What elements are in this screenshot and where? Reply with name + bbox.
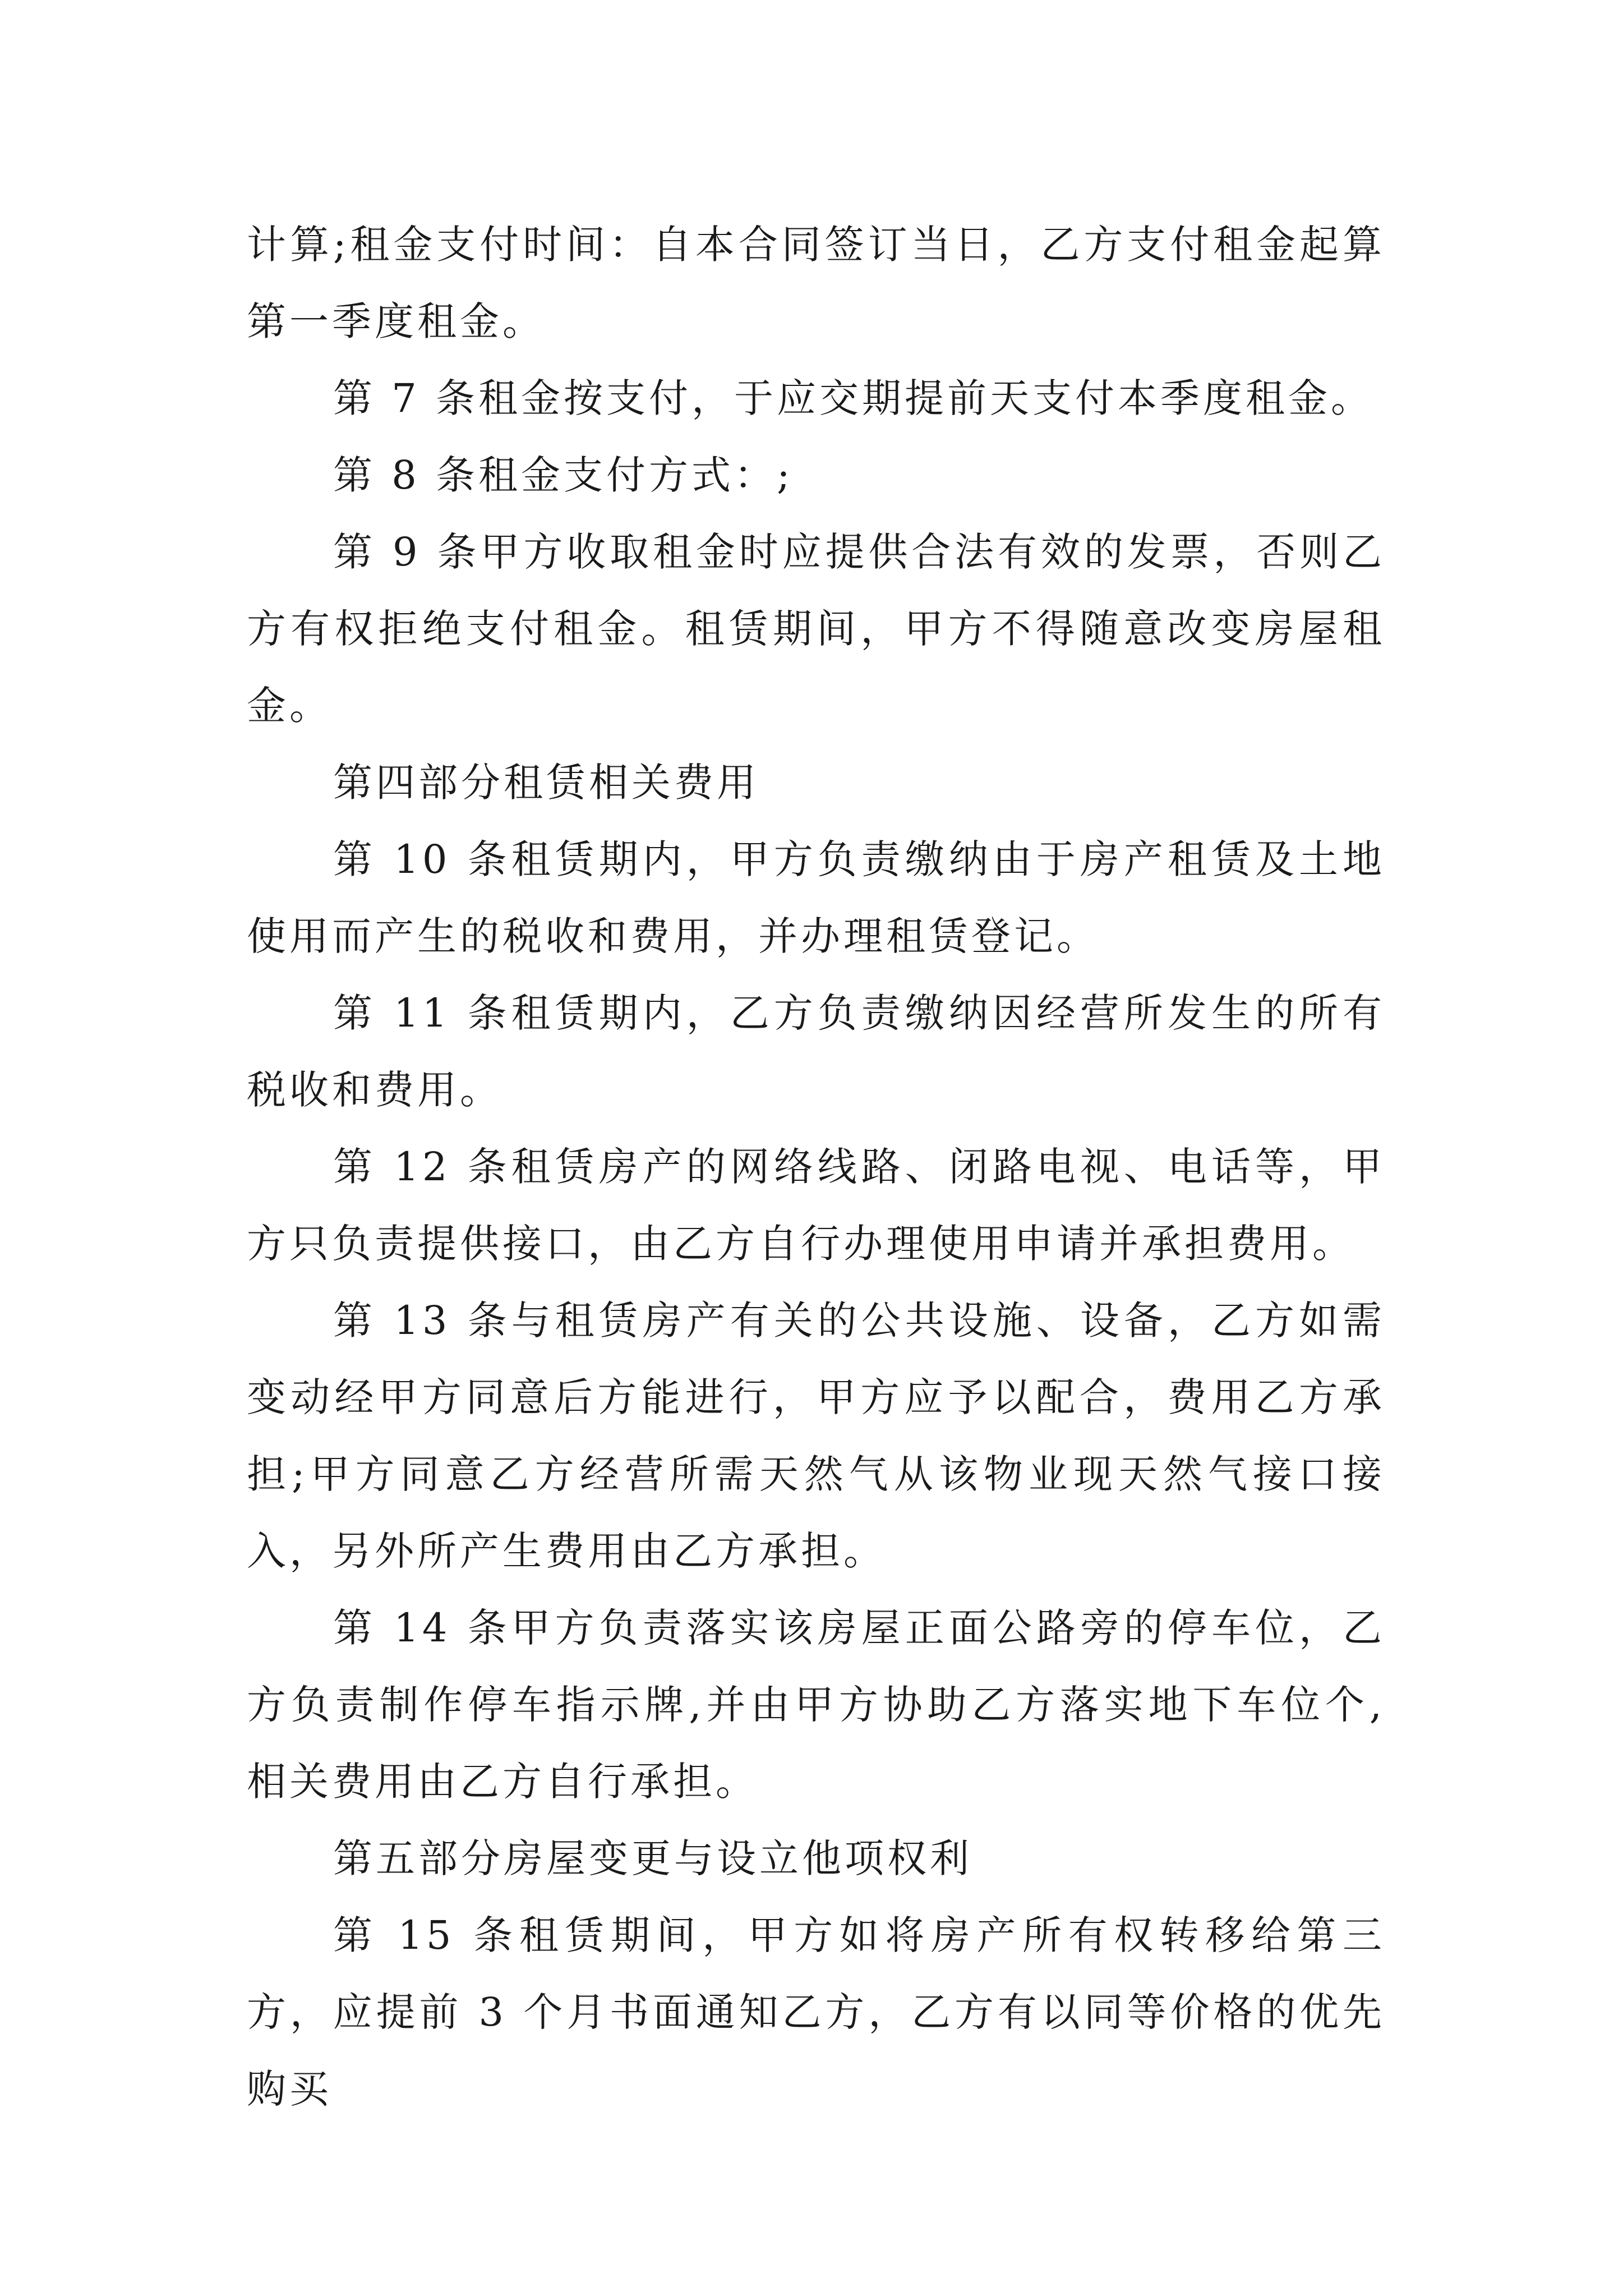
paragraph-article-7: 第 7 条租金按支付，于应交期提前天支付本季度租金。 — [333, 375, 1374, 421]
paragraph-article-13: 第 13 条与租赁房产有关的公共设施、设备，乙方如需变动经甲方同意后方能进行，甲方应予以配合，费用乙方承担;甲方同意乙方经营所需天然气从该物业现天然气接口接入，另外所产生费用由乙方承担。 — [247, 1297, 1385, 1574]
paragraph-article-8: 第 8 条租金支付方式：; — [333, 452, 794, 498]
paragraph-article-12: 第 12 条租赁房产的网络线路、闭路电视、电话等，甲方只负责提供接口，由乙方自行办理使用申请并承担费用。 — [247, 1144, 1385, 1267]
paragraph-article-10: 第 10 条租赁期内，甲方负责缴纳由于房产租赁及土地使用而产生的税收和费用，并办理租赁登记。 — [247, 836, 1385, 959]
paragraph-rent-payment-time: 计算;租金支付时间：自本合同签订当日，乙方支付租金起算第一季度租金。 — [247, 222, 1385, 344]
section-heading-part-4: 第四部分租赁相关费用 — [333, 760, 759, 806]
paragraph-article-9: 第 9 条甲方收取租金时应提供合法有效的发票，否则乙方有权拒绝支付租金。租赁期间，甲方不得随意改变房屋租金。 — [247, 529, 1385, 729]
paragraph-article-15: 第 15 条租赁期间，甲方如将房产所有权转移给第三方，应提前 3 个月书面通知乙方，乙方有以同等价格的优先购买 — [247, 1912, 1385, 2112]
paragraph-article-14: 第 14 条甲方负责落实该房屋正面公路旁的停车位，乙方负责制作停车指示牌,并由甲方协助乙方落实地下车位个,相关费用由乙方自行承担。 — [247, 1605, 1385, 1805]
section-heading-part-5: 第五部分房屋变更与设立他项权利 — [333, 1835, 972, 1881]
paragraph-article-11: 第 11 条租赁期内，乙方负责缴纳因经营所发生的所有税收和费用。 — [247, 990, 1385, 1113]
document-body — [247, 206, 1385, 2128]
